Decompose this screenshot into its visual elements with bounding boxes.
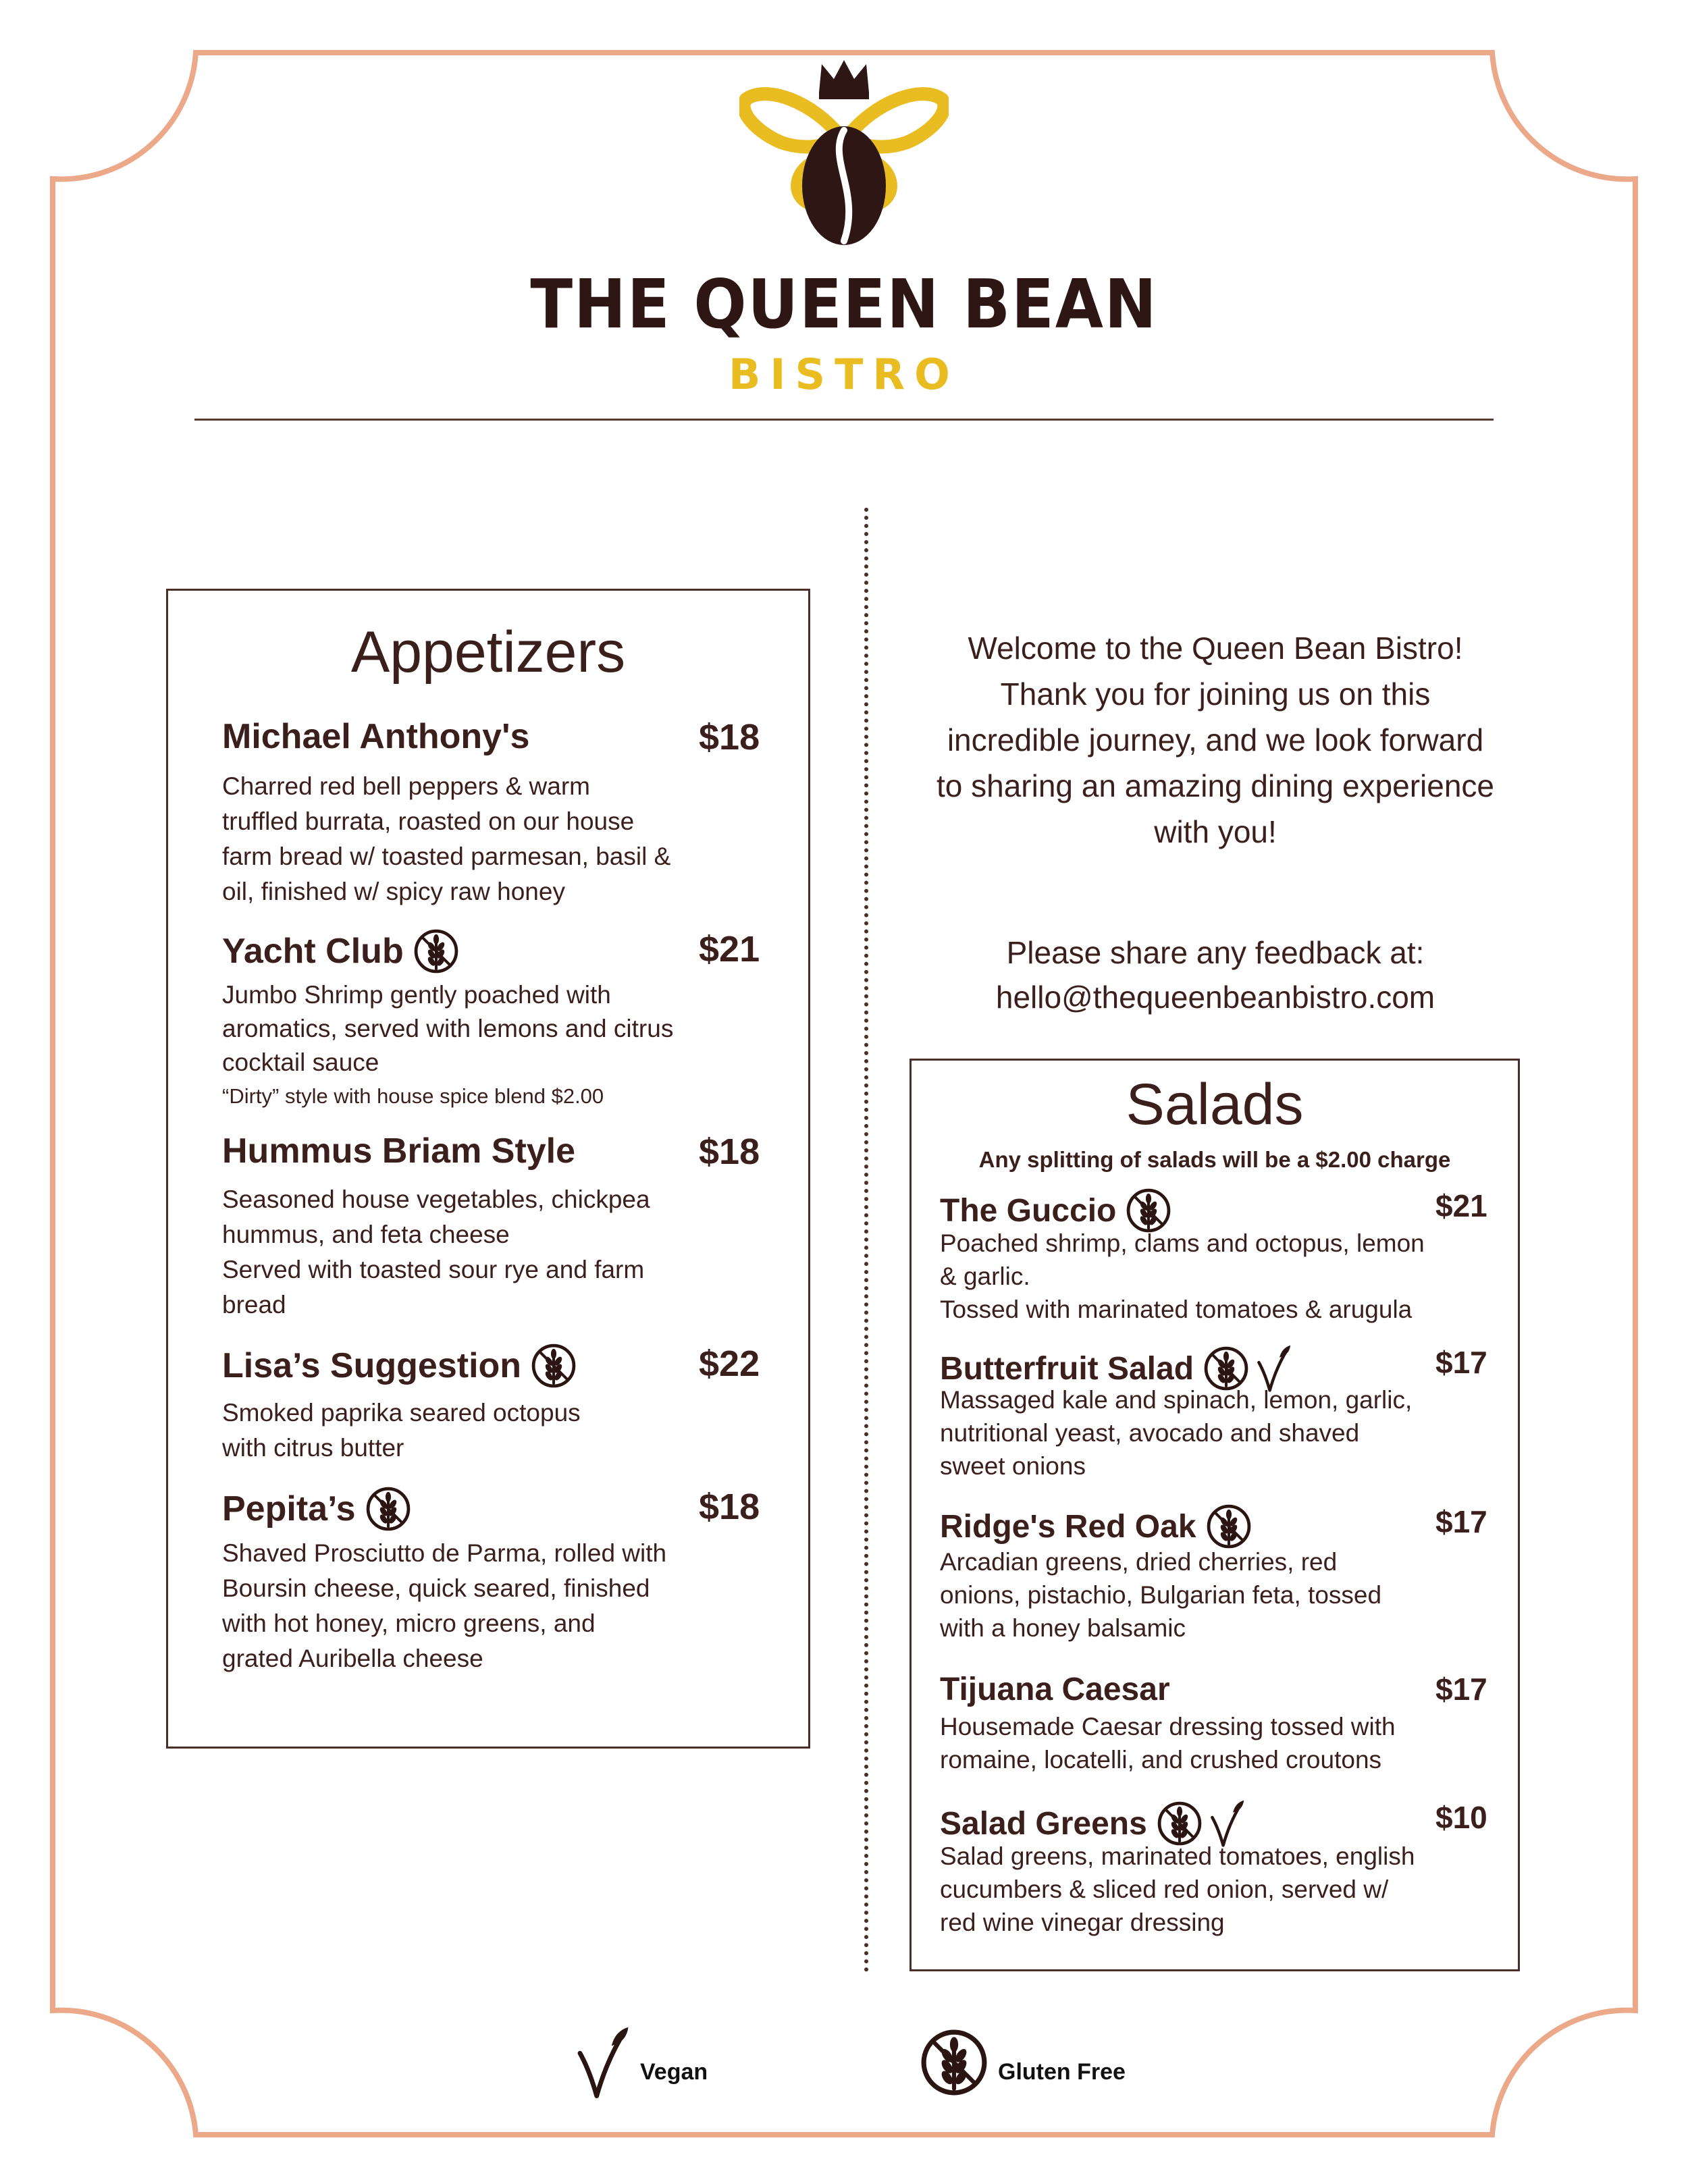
item-price: $21 [1435, 1188, 1487, 1223]
item-description: Charred red bell peppers & warm truffled burrata, roasted on our house farm bread w/ toasted parmesan, basil & oil, finished w/ spicy raw honey [222, 772, 671, 905]
item-price: $17 [1435, 1672, 1487, 1707]
item-name: Michael Anthony's [222, 717, 530, 756]
item-description: Massaged kale and spinach, lemon, garlic, nutritional yeast, avocado and shaved sweet onions [940, 1386, 1413, 1480]
item-price: $17 [1435, 1345, 1487, 1380]
feedback-block [891, 930, 1539, 1019]
item-description: Jumbo Shrimp gently poached with aromatics, served with lemons and citrus cocktail sauce “Dirty” style with house spice blend $2.00 [222, 978, 673, 1113]
legend-vegan [574, 2025, 708, 2100]
gluten-free-icon [531, 1343, 577, 1389]
salads-splitting-note: Any splitting of salads will be a $2.00 charge [978, 1147, 1451, 1172]
item-description: Arcadian greens, dried cherries, red onions, pistachio, Bulgarian feta, tossed with a honey balsamic [940, 1548, 1382, 1642]
brand-name: THE QUEEN BEAN [530, 265, 1158, 344]
legend-gluten-free-label: Gluten Free [998, 2058, 1126, 2085]
salads-title: Salads [1126, 1072, 1304, 1137]
item-price: $18 [699, 1487, 760, 1527]
item-name: The Guccio [940, 1188, 1171, 1233]
column-divider [864, 508, 868, 1973]
legend-vegan-label: Vegan [640, 2058, 708, 2085]
item-note: “Dirty” style with house spice blend $2.00 [222, 1084, 604, 1108]
item-description: Smoked paprika seared octopus with citrus butter [222, 1399, 581, 1462]
item-name: Butterfruit Salad [940, 1344, 1294, 1393]
item-name: Hummus Briam Style [222, 1131, 576, 1171]
gluten-free-wheat-icon [920, 2028, 988, 2097]
item-name: Salad Greens [940, 1799, 1247, 1848]
item-price: $17 [1435, 1504, 1487, 1539]
item-name: Tijuana Caesar [940, 1672, 1170, 1707]
item-name: Lisa’s Suggestion [222, 1343, 577, 1389]
vegan-leaf-icon [574, 2025, 631, 2100]
item-description: Shaved Prosciutto de Parma, rolled with Boursin cheese, quick seared, finished with hot honey, micro greens, and grated Auribella cheese [222, 1539, 667, 1672]
salads-section [909, 1059, 1520, 1971]
feedback-email-link[interactable]: hello@thequeenbeanbistro.com [995, 980, 1435, 1015]
queen-bean-logo [739, 57, 949, 250]
item-description: Poached shrimp, clams and octopus, lemon & garlic. Tossed with marinated tomatoes & arugula [940, 1229, 1425, 1323]
item-name: Yacht Club [222, 928, 459, 974]
gluten-free-icon [365, 1486, 411, 1532]
item-price: $10 [1435, 1800, 1487, 1835]
item-description: Seasoned house vegetables, chickpea hummus, and feta cheese Served with toasted sour rye and farm bread [222, 1186, 650, 1319]
legend-gluten-free [920, 2028, 1126, 2097]
appetizers-title: Appetizers [350, 620, 626, 685]
item-price: $22 [699, 1343, 760, 1384]
feedback-label: Please share any feedback at: [1006, 935, 1425, 970]
brand-subtitle: BISTRO [729, 350, 959, 399]
item-description: Salad greens, marinated tomatoes, english cucumbers & sliced red onion, served w/ red wine vinegar dressing [940, 1842, 1415, 1936]
item-price: $18 [699, 1131, 760, 1172]
appetizers-section [166, 589, 810, 1749]
gluten-free-icon [1206, 1503, 1252, 1549]
welcome-message: Welcome to the Queen Bean Bistro! Thank you for joining us on this incredible journey, and we look forward to sharing an amazing dining experience with you! [937, 631, 1494, 849]
item-price: $21 [699, 929, 760, 969]
item-name: Pepita’s [222, 1486, 411, 1532]
item-price: $18 [699, 717, 760, 757]
gluten-free-icon [413, 928, 459, 974]
header-divider [194, 419, 1494, 421]
item-name: Ridge's Red Oak [940, 1503, 1252, 1549]
item-description: Housemade Caesar dressing tossed with romaine, locatelli, and crushed croutons [940, 1713, 1396, 1774]
